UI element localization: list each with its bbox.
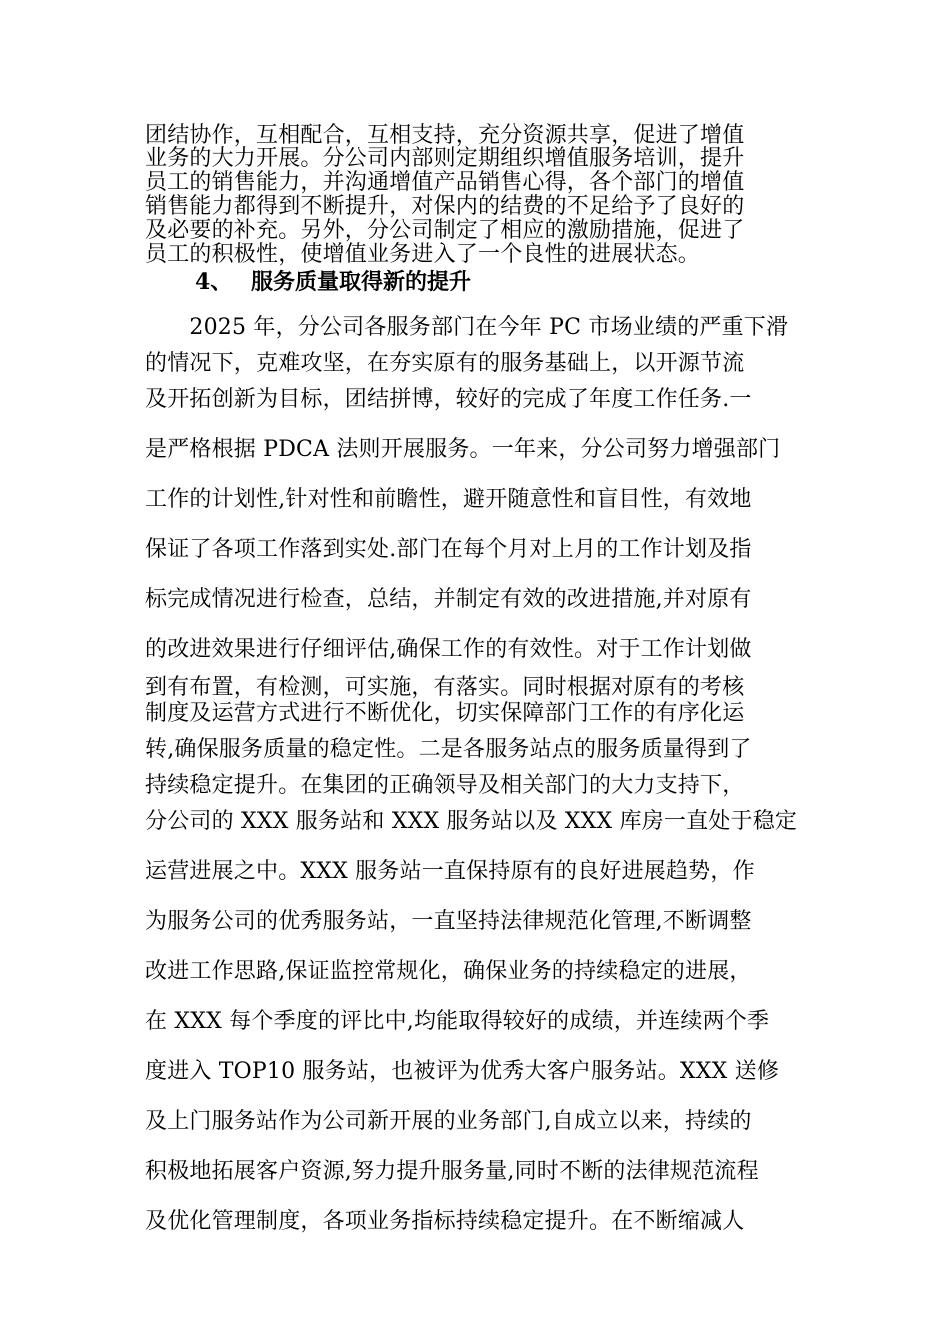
paragraph-line: 及必要的补充。另外，分公司制定了相应的激励措施，促进了 (145, 218, 745, 243)
paragraph-line: 标完成情况进行检查，总结，并制定有效的改进措施,并对原有 (145, 587, 752, 612)
paragraph-line: 度进入 TOP10 服务站，也被评为优秀大客户服务站。XXX 送修 (145, 1059, 780, 1084)
paragraph-line: 团结协作，互相配合，互相支持，充分资源共享，促进了增值 (145, 123, 745, 148)
paragraph-line: 制度及运营方式进行不断优化，切实保障部门工作的有序化运 (145, 701, 745, 726)
paragraph-line: 保证了各项工作落到实处.部门在每个月对上月的工作计划及指 (145, 537, 752, 562)
paragraph-line: 持续稳定提升。在集团的正确领导及相关部门的大力支持下， (145, 773, 745, 798)
paragraph-line: 为服务公司的优秀服务站，一直坚持法律规范化管理,不断调整 (145, 909, 752, 934)
paragraph-line: 积极地拓展客户资源,努力提升服务量,同时不断的法律规范流程 (145, 1159, 759, 1184)
paragraph-line: 是严格根据 PDCA 法则开展服务。一年来，分公司努力增强部门 (145, 437, 781, 462)
section-heading (195, 270, 471, 294)
paragraph-line: 业务的大力开展。分公司内部则定期组织增值服务培训，提升 (145, 146, 745, 171)
paragraph-line: 到有布置，有检测，可实施，有落实。同时根据对原有的考核 (145, 675, 745, 700)
paragraph-line: 运营进展之中。XXX 服务站一直保持原有的良好进展趋势，作 (145, 859, 755, 884)
paragraph-line: 工作的计划性,针对性和前瞻性，避开随意性和盲目性，有效地 (145, 487, 752, 512)
paragraph-line: 转,确保服务质量的稳定性。二是各服务站点的服务质量得到了 (145, 737, 752, 762)
paragraph-line: 的改进效果进行仔细评估,确保工作的有效性。对于工作计划做 (145, 637, 752, 662)
paragraph-line: 及上门服务站作为公司新开展的业务部门,自成立以来，持续的 (145, 1109, 752, 1134)
paragraph-line: 及优化管理制度，各项业务指标持续稳定提升。在不断缩减人 (145, 1209, 745, 1234)
section-number: 4、 (195, 269, 233, 295)
paragraph-line: 的情况下，克难攻坚，在夯实原有的服务基础上，以开源节流 (145, 351, 745, 376)
paragraph-line: 改进工作思路,保证监控常规化，确保业务的持续稳定的进展， (145, 959, 752, 984)
paragraph-line: 员工的销售能力，并沟通增值产品销售心得，各个部门的增值 (145, 170, 745, 195)
paragraph-line: 2025 年，分公司各服务部门在今年 PC 市场业绩的严重下滑 (145, 315, 789, 340)
paragraph-line: 在 XXX 每个季度的评比中,均能取得较好的成绩，并连续两个季 (145, 1009, 770, 1034)
paragraph-line: 销售能力都得到不断提升，对保内的结费的不足给予了良好的 (145, 194, 745, 219)
paragraph-line: 员工的积极性，使增值业务进入了一个良性的进展状态。 (145, 242, 701, 267)
paragraph-line: 分公司的 XXX 服务站和 XXX 服务站以及 XXX 库房一直处于稳定 (145, 809, 798, 834)
section-title: 服务质量取得新的提升 (251, 269, 472, 295)
paragraph-line: 及开拓创新为目标，团结拼博，较好的完成了年度工作任务.一 (145, 387, 752, 412)
